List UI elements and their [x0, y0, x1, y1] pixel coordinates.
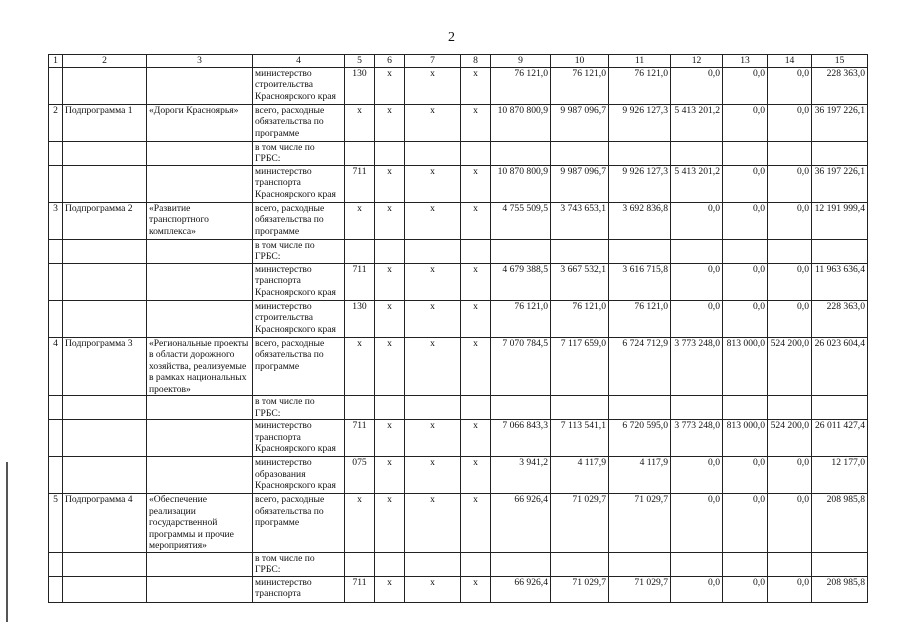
- row-number: 4: [49, 337, 63, 396]
- vr-code: х: [461, 263, 491, 300]
- amount-col-14: 0,0: [768, 202, 812, 239]
- amount-col-14: 524 200,0: [768, 420, 812, 457]
- subprogram-name: [63, 420, 147, 457]
- responsible-body: в том числе по ГРБС:: [253, 396, 345, 420]
- amount-col-10: 76 121,0: [551, 300, 609, 337]
- amount-col-10: 3 667 532,1: [551, 263, 609, 300]
- amount-col-9: [491, 141, 551, 165]
- amount-col-11: 71 029,7: [609, 494, 671, 553]
- rzpr-code: х: [375, 165, 405, 202]
- amount-col-13: [723, 552, 768, 576]
- grbs-code: 711: [345, 420, 375, 457]
- column-header-5: 5: [345, 55, 375, 68]
- rzpr-code: х: [375, 337, 405, 396]
- csr-code: х: [405, 165, 461, 202]
- subprogram-name: Подпрограмма 4: [63, 494, 147, 553]
- subprogram-name: [63, 263, 147, 300]
- amount-col-9: 10 870 800,9: [491, 165, 551, 202]
- csr-code: х: [405, 202, 461, 239]
- csr-code: [405, 239, 461, 263]
- vr-code: [461, 396, 491, 420]
- amount-col-12: 5 413 201,2: [671, 104, 723, 141]
- row-number: [49, 67, 63, 104]
- total-amount: 228 363,0: [812, 300, 868, 337]
- row-number: [49, 263, 63, 300]
- responsible-body: министерство строительства Красноярского края: [253, 300, 345, 337]
- amount-col-12: [671, 396, 723, 420]
- row-number: 3: [49, 202, 63, 239]
- budget-table: [48, 54, 868, 603]
- table-row: [49, 165, 868, 202]
- amount-col-12: [671, 239, 723, 263]
- csr-code: х: [405, 337, 461, 396]
- amount-col-13: [723, 239, 768, 263]
- amount-col-12: 0,0: [671, 202, 723, 239]
- table-row: [49, 141, 868, 165]
- csr-code: х: [405, 263, 461, 300]
- csr-code: х: [405, 300, 461, 337]
- row-number: [49, 457, 63, 494]
- subprogram-title: [147, 300, 253, 337]
- subprogram-title: «Обеспечение реализации государственной программы и прочие мероприятия»: [147, 494, 253, 553]
- subprogram-title: [147, 165, 253, 202]
- row-number: [49, 300, 63, 337]
- grbs-code: х: [345, 104, 375, 141]
- vr-code: х: [461, 67, 491, 104]
- subprogram-title: [147, 141, 253, 165]
- vr-code: х: [461, 494, 491, 553]
- amount-col-11: 9 926 127,3: [609, 165, 671, 202]
- column-header-7: 7: [405, 55, 461, 68]
- amount-col-14: 0,0: [768, 300, 812, 337]
- amount-col-12: 0,0: [671, 67, 723, 104]
- column-header-13: 13: [723, 55, 768, 68]
- amount-col-10: 9 987 096,7: [551, 104, 609, 141]
- rzpr-code: х: [375, 104, 405, 141]
- subprogram-name: [63, 457, 147, 494]
- vr-code: х: [461, 576, 491, 602]
- amount-col-13: 0,0: [723, 576, 768, 602]
- amount-col-9: 66 926,4: [491, 576, 551, 602]
- vr-code: х: [461, 165, 491, 202]
- subprogram-name: [63, 396, 147, 420]
- subprogram-title: [147, 552, 253, 576]
- row-number: [49, 239, 63, 263]
- vr-code: х: [461, 420, 491, 457]
- row-number: [49, 141, 63, 165]
- amount-col-11: [609, 141, 671, 165]
- column-header-4: 4: [253, 55, 345, 68]
- csr-code: х: [405, 420, 461, 457]
- vr-code: х: [461, 300, 491, 337]
- subprogram-name: [63, 576, 147, 602]
- amount-col-13: 0,0: [723, 202, 768, 239]
- amount-col-10: [551, 141, 609, 165]
- table-row: [49, 67, 868, 104]
- rzpr-code: [375, 396, 405, 420]
- csr-code: х: [405, 494, 461, 553]
- total-amount: 26 011 427,4: [812, 420, 868, 457]
- responsible-body: в том числе по ГРБС:: [253, 239, 345, 263]
- subprogram-name: [63, 165, 147, 202]
- csr-code: [405, 396, 461, 420]
- subprogram-name: [63, 141, 147, 165]
- vr-code: х: [461, 337, 491, 396]
- subprogram-title: [147, 396, 253, 420]
- responsible-body: министерство транспорта Красноярского края: [253, 420, 345, 457]
- amount-col-12: [671, 552, 723, 576]
- responsible-body: всего, расходные обязательства по программе: [253, 202, 345, 239]
- amount-col-12: 3 773 248,0: [671, 337, 723, 396]
- rzpr-code: [375, 239, 405, 263]
- grbs-code: 130: [345, 300, 375, 337]
- amount-col-12: 3 773 248,0: [671, 420, 723, 457]
- amount-col-14: 524 200,0: [768, 337, 812, 396]
- total-amount: 26 023 604,4: [812, 337, 868, 396]
- subprogram-name: [63, 239, 147, 263]
- amount-col-11: 76 121,0: [609, 67, 671, 104]
- amount-col-10: 71 029,7: [551, 576, 609, 602]
- rzpr-code: х: [375, 494, 405, 553]
- amount-col-12: 0,0: [671, 576, 723, 602]
- total-amount: [812, 239, 868, 263]
- page-number: 2: [448, 30, 455, 45]
- amount-col-12: 0,0: [671, 263, 723, 300]
- total-amount: 12 191 999,4: [812, 202, 868, 239]
- column-header-9: 9: [491, 55, 551, 68]
- rzpr-code: х: [375, 202, 405, 239]
- amount-col-10: 76 121,0: [551, 67, 609, 104]
- subprogram-name: Подпрограмма 1: [63, 104, 147, 141]
- responsible-body: всего, расходные обязательства по программе: [253, 337, 345, 396]
- row-number: [49, 396, 63, 420]
- amount-col-9: 76 121,0: [491, 67, 551, 104]
- amount-col-11: 76 121,0: [609, 300, 671, 337]
- table-row: [49, 202, 868, 239]
- table-row: [49, 104, 868, 141]
- table-row: [49, 263, 868, 300]
- total-amount: 208 985,8: [812, 576, 868, 602]
- subprogram-title: «Развитие транспортного комплекса»: [147, 202, 253, 239]
- amount-col-9: 7 066 843,3: [491, 420, 551, 457]
- column-header-14: 14: [768, 55, 812, 68]
- amount-col-9: 4 679 388,5: [491, 263, 551, 300]
- subprogram-name: [63, 67, 147, 104]
- table-row: [49, 300, 868, 337]
- amount-col-14: 0,0: [768, 494, 812, 553]
- column-header-2: 2: [63, 55, 147, 68]
- amount-col-13: 0,0: [723, 67, 768, 104]
- responsible-body: министерство строительства Красноярского края: [253, 67, 345, 104]
- subprogram-title: [147, 263, 253, 300]
- amount-col-13: 0,0: [723, 165, 768, 202]
- row-number: [49, 552, 63, 576]
- amount-col-10: 71 029,7: [551, 494, 609, 553]
- grbs-code: х: [345, 494, 375, 553]
- rzpr-code: х: [375, 300, 405, 337]
- row-number: 5: [49, 494, 63, 553]
- grbs-code: х: [345, 202, 375, 239]
- responsible-body: министерство транспорта Красноярского края: [253, 263, 345, 300]
- csr-code: х: [405, 104, 461, 141]
- total-amount: 36 197 226,1: [812, 165, 868, 202]
- amount-col-9: [491, 552, 551, 576]
- responsible-body: всего, расходные обязательства по программе: [253, 494, 345, 553]
- subprogram-name: Подпрограмма 3: [63, 337, 147, 396]
- grbs-code: 075: [345, 457, 375, 494]
- amount-col-11: 71 029,7: [609, 576, 671, 602]
- amount-col-11: 3 616 715,8: [609, 263, 671, 300]
- amount-col-12: 0,0: [671, 457, 723, 494]
- csr-code: [405, 552, 461, 576]
- amount-col-11: 6 724 712,9: [609, 337, 671, 396]
- amount-col-12: 5 413 201,2: [671, 165, 723, 202]
- amount-col-14: [768, 552, 812, 576]
- grbs-code: [345, 239, 375, 263]
- total-amount: 11 963 636,4: [812, 263, 868, 300]
- table-row: [49, 576, 868, 602]
- vr-code: х: [461, 457, 491, 494]
- amount-col-12: 0,0: [671, 300, 723, 337]
- responsible-body: министерство образования Красноярского края: [253, 457, 345, 494]
- grbs-code: [345, 552, 375, 576]
- subprogram-title: [147, 576, 253, 602]
- amount-col-9: 7 070 784,5: [491, 337, 551, 396]
- column-header-10: 10: [551, 55, 609, 68]
- column-header-8: 8: [461, 55, 491, 68]
- row-number: [49, 165, 63, 202]
- amount-col-9: 76 121,0: [491, 300, 551, 337]
- rzpr-code: х: [375, 263, 405, 300]
- responsible-body: министерство транспорта: [253, 576, 345, 602]
- table-row: [49, 494, 868, 553]
- responsible-body: в том числе по ГРБС:: [253, 141, 345, 165]
- vr-code: х: [461, 202, 491, 239]
- subprogram-title: [147, 420, 253, 457]
- grbs-code: [345, 396, 375, 420]
- total-amount: [812, 552, 868, 576]
- row-number: 2: [49, 104, 63, 141]
- vr-code: х: [461, 104, 491, 141]
- amount-col-14: 0,0: [768, 104, 812, 141]
- column-header-11: 11: [609, 55, 671, 68]
- subprogram-title: [147, 457, 253, 494]
- csr-code: х: [405, 576, 461, 602]
- amount-col-13: 0,0: [723, 300, 768, 337]
- amount-col-13: 0,0: [723, 263, 768, 300]
- amount-col-10: 7 117 659,0: [551, 337, 609, 396]
- csr-code: х: [405, 67, 461, 104]
- amount-col-14: [768, 141, 812, 165]
- rzpr-code: х: [375, 457, 405, 494]
- column-header-1: 1: [49, 55, 63, 68]
- rzpr-code: [375, 552, 405, 576]
- amount-col-14: 0,0: [768, 457, 812, 494]
- table-row: [49, 420, 868, 457]
- row-number: [49, 420, 63, 457]
- table-row: [49, 337, 868, 396]
- amount-col-14: 0,0: [768, 67, 812, 104]
- amount-col-11: 4 117,9: [609, 457, 671, 494]
- amount-col-14: 0,0: [768, 165, 812, 202]
- amount-col-11: 9 926 127,3: [609, 104, 671, 141]
- amount-col-12: [671, 141, 723, 165]
- column-header-15: 15: [812, 55, 868, 68]
- grbs-code: х: [345, 337, 375, 396]
- amount-col-11: 6 720 595,0: [609, 420, 671, 457]
- amount-col-9: [491, 239, 551, 263]
- amount-col-13: 0,0: [723, 457, 768, 494]
- amount-col-13: 0,0: [723, 494, 768, 553]
- responsible-body: в том числе по ГРБС:: [253, 552, 345, 576]
- amount-col-9: 4 755 509,5: [491, 202, 551, 239]
- grbs-code: 711: [345, 165, 375, 202]
- table-row: [49, 396, 868, 420]
- total-amount: [812, 396, 868, 420]
- table-body: [49, 67, 868, 602]
- amount-col-10: [551, 552, 609, 576]
- subprogram-name: [63, 552, 147, 576]
- table-row: [49, 457, 868, 494]
- amount-col-10: [551, 396, 609, 420]
- rzpr-code: х: [375, 67, 405, 104]
- subprogram-title: [147, 239, 253, 263]
- scan-margin-line: [6, 462, 8, 622]
- subprogram-name: Подпрограмма 2: [63, 202, 147, 239]
- amount-col-9: 66 926,4: [491, 494, 551, 553]
- rzpr-code: х: [375, 420, 405, 457]
- subprogram-title: [147, 67, 253, 104]
- grbs-code: [345, 141, 375, 165]
- amount-col-11: [609, 552, 671, 576]
- amount-col-10: 9 987 096,7: [551, 165, 609, 202]
- vr-code: [461, 239, 491, 263]
- amount-col-9: 3 941,2: [491, 457, 551, 494]
- subprogram-title: «Региональные проекты в области дорожного хозяйства, реализуемые в рамках национальных проектов»: [147, 337, 253, 396]
- total-amount: 36 197 226,1: [812, 104, 868, 141]
- column-number-row: [49, 55, 868, 68]
- column-header-12: 12: [671, 55, 723, 68]
- amount-col-13: [723, 141, 768, 165]
- amount-col-9: [491, 396, 551, 420]
- amount-col-9: 10 870 800,9: [491, 104, 551, 141]
- amount-col-14: [768, 239, 812, 263]
- amount-col-10: 7 113 541,1: [551, 420, 609, 457]
- responsible-body: министерство транспорта Красноярского края: [253, 165, 345, 202]
- amount-col-13: 813 000,0: [723, 420, 768, 457]
- rzpr-code: х: [375, 576, 405, 602]
- subprogram-title: «Дороги Красноярья»: [147, 104, 253, 141]
- column-header-3: 3: [147, 55, 253, 68]
- vr-code: [461, 141, 491, 165]
- amount-col-12: 0,0: [671, 494, 723, 553]
- responsible-body: всего, расходные обязательства по программе: [253, 104, 345, 141]
- total-amount: 228 363,0: [812, 67, 868, 104]
- total-amount: 208 985,8: [812, 494, 868, 553]
- vr-code: [461, 552, 491, 576]
- amount-col-10: 3 743 653,1: [551, 202, 609, 239]
- csr-code: [405, 141, 461, 165]
- amount-col-13: 813 000,0: [723, 337, 768, 396]
- amount-col-10: [551, 239, 609, 263]
- amount-col-11: 3 692 836,8: [609, 202, 671, 239]
- amount-col-14: 0,0: [768, 576, 812, 602]
- amount-col-14: [768, 396, 812, 420]
- rzpr-code: [375, 141, 405, 165]
- table-row: [49, 552, 868, 576]
- amount-col-11: [609, 239, 671, 263]
- amount-col-10: 4 117,9: [551, 457, 609, 494]
- subprogram-name: [63, 300, 147, 337]
- csr-code: х: [405, 457, 461, 494]
- grbs-code: 711: [345, 263, 375, 300]
- column-header-6: 6: [375, 55, 405, 68]
- total-amount: 12 177,0: [812, 457, 868, 494]
- grbs-code: 711: [345, 576, 375, 602]
- amount-col-14: 0,0: [768, 263, 812, 300]
- total-amount: [812, 141, 868, 165]
- row-number: [49, 576, 63, 602]
- grbs-code: 130: [345, 67, 375, 104]
- amount-col-13: [723, 396, 768, 420]
- table-row: [49, 239, 868, 263]
- amount-col-13: 0,0: [723, 104, 768, 141]
- amount-col-11: [609, 396, 671, 420]
